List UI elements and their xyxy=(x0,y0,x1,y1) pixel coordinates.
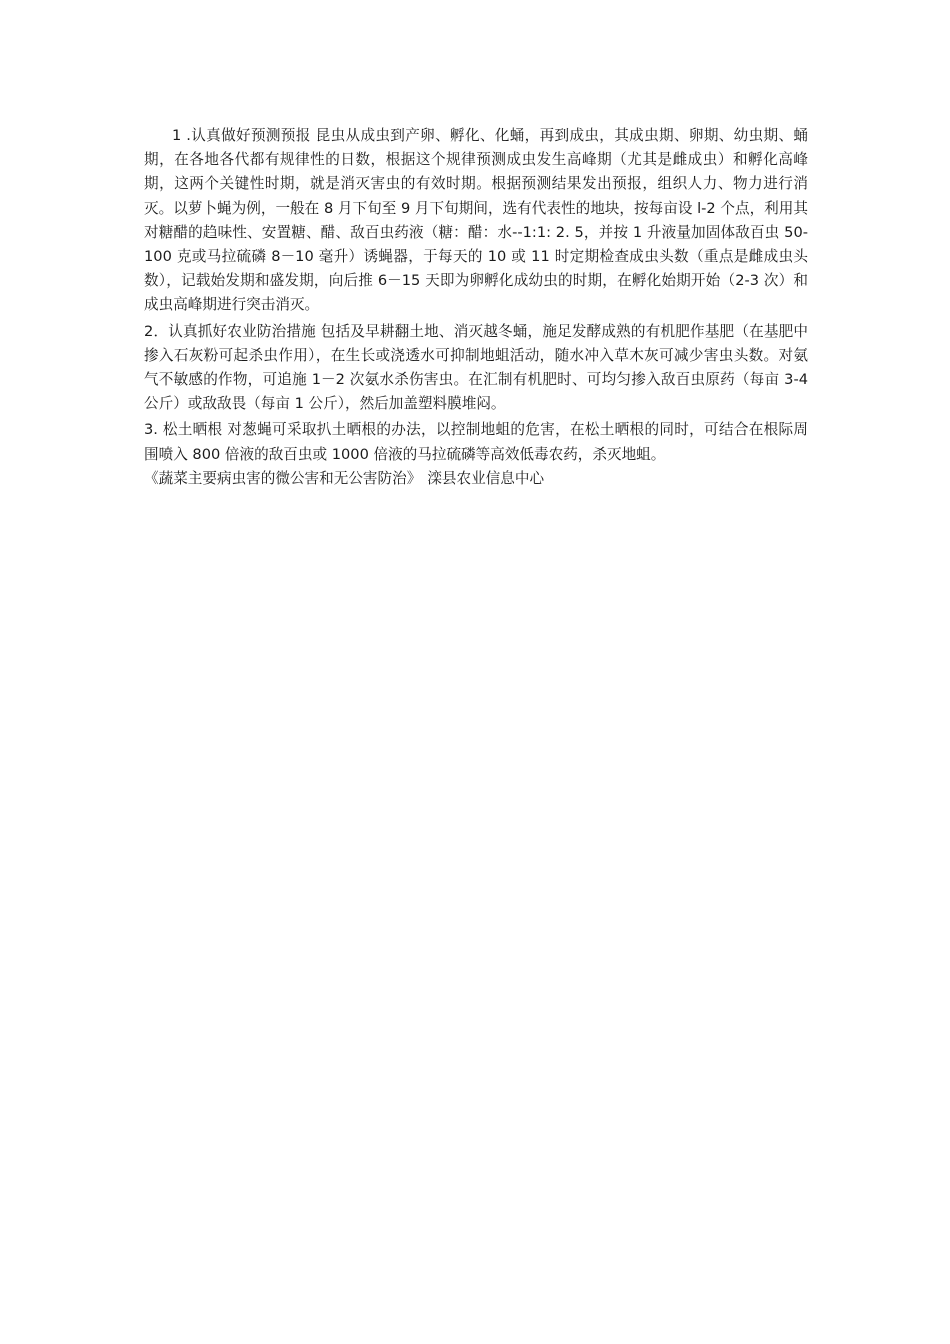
paragraph-loosen-soil xyxy=(144,418,808,466)
paragraph-heading: 3. 松土晒根 xyxy=(144,421,223,439)
source-title: 《蔬菜主要病虫害的微公害和无公害防治》 xyxy=(144,469,422,487)
document-body xyxy=(144,124,808,491)
paragraph-agricultural-control xyxy=(144,320,808,417)
paragraph-heading: 2．认真抓好农业防治措施 xyxy=(144,322,316,340)
paragraph-text: 昆虫从成虫到产卵、孵化、化蛹，再到成虫，其成虫期、卵期、幼虫期、蛹期，在各地各代都有规律性的日数，根据这个规律预测成虫发生高峰期（尤其是雌成虫）和孵化高峰期，这两个关键性时期，就是消灭害虫的有效时期。根据预测结果发出预报，组织人力、物力进行消灭。以萝卜蝇为例，一般在 8 月下旬至 9 月下旬期间，选有代表性的地块，按每亩设 l-2 个点，利用其对糖醋的趋味性、安置糖、醋、敌百虫药液（糖：醋：水--1:1: 2. 5，并按 1 升液量加固体敌百虫 50-100 克或马拉硫磷 8－10 毫升）诱蝇器，于每天的 10 或 11 时定期检查成虫头数（重点是雌成虫头数），记载始发期和盛发期，向后推 6－15 天即为卵孵化成幼虫的时期，在孵化始期开始（2-3 次）和成虫高峰期进行突击消灭。 xyxy=(144,127,808,314)
paragraph-forecast xyxy=(144,124,808,318)
source-publisher: 滦县农业信息中心 xyxy=(427,469,545,487)
paragraph-text: 包括及早耕翻土地、消灭越冬蛹，施足发酵成熟的有机肥作基肥（在基肥中掺入石灰粉可起杀虫作用），在生长或浇透水可抑制地蛆活动，随水冲入草木灰可减少害虫头数。对氨气不敏感的作物，可追施 1－2 次氨水杀伤害虫。在汇制有机肥时、可均匀掺入敌百虫原药（每亩 3-4 公斤）或敌敌畏（每亩 1 公斤），然后加盖塑料膜堆闷。 xyxy=(144,322,808,413)
source-citation xyxy=(144,467,808,491)
paragraph-heading: 1 .认真做好预测预报 xyxy=(172,127,311,144)
paragraph-text: 对葱蝇可采取扒土晒根的办法，以控制地蛆的危害，在松土晒根的同时，可结合在根际周围喷入 800 倍液的敌百虫或 1000 倍液的马拉硫磷等高效低毒农药，杀灭地蛆。 xyxy=(144,421,808,463)
